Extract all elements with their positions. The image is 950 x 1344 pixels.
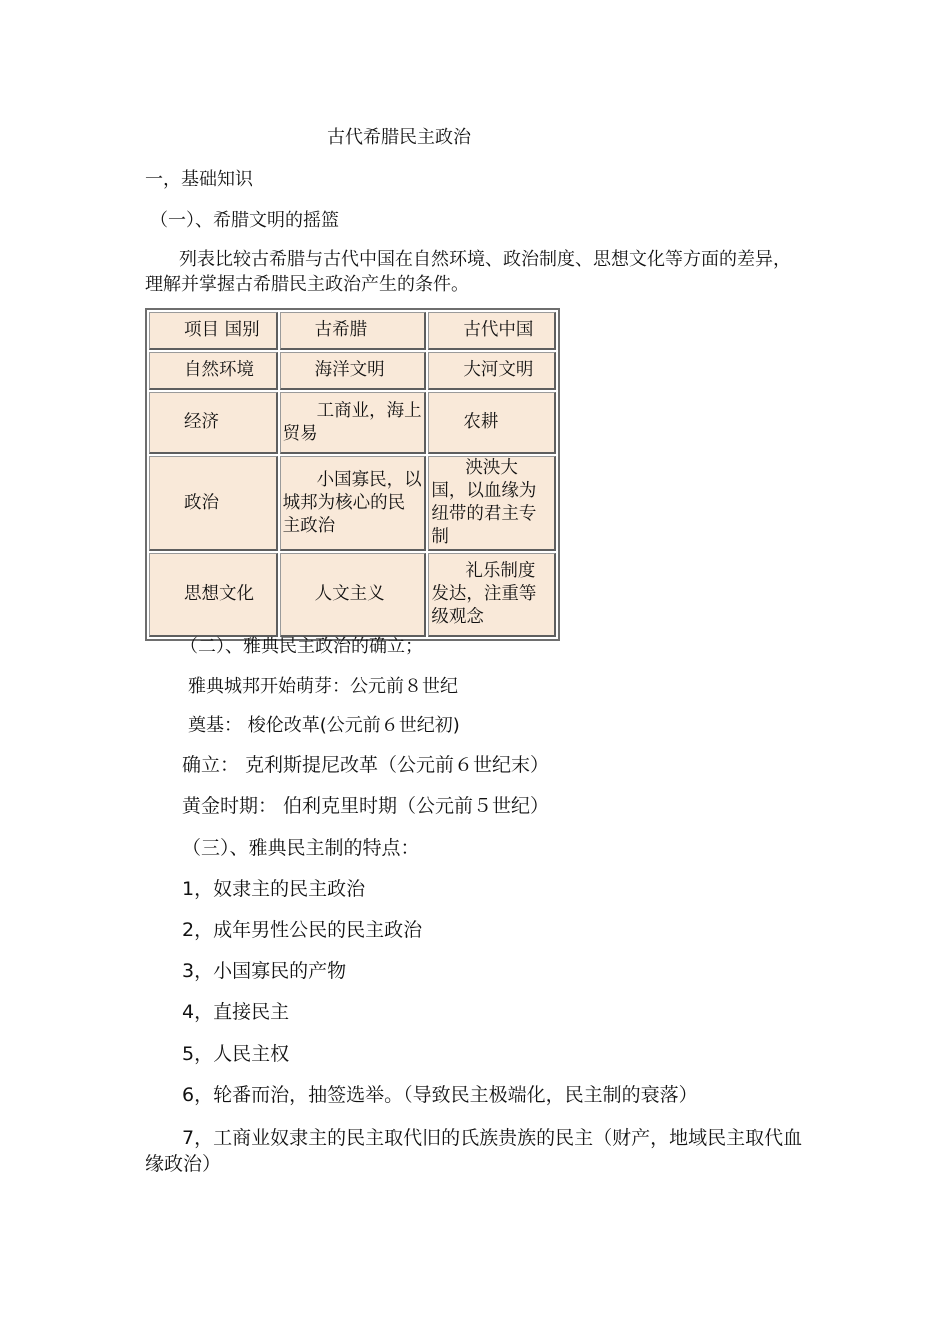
feature-item: 6，轮番而治，抽签选举。（导致民主极端化，民主制的衰落） [182, 1084, 698, 1106]
table-cell: 人文主义 [280, 553, 427, 637]
section-heading-basics: 一，基础知识 [145, 169, 253, 190]
table-row [149, 553, 556, 637]
table-cell: 自然环境 [149, 352, 278, 390]
table-cell: 思想文化 [149, 553, 278, 637]
timeline-item: 确立： 克利斯提尼改革（公元前６世纪末） [182, 754, 550, 776]
table-cell: 农耕 [428, 392, 556, 454]
feature-item: 5，人民主权 [182, 1043, 290, 1065]
table-header-cell: 古代中国 [428, 312, 556, 350]
feature-item: 1，奴隶主的民主政治 [182, 878, 366, 900]
table-row [149, 392, 556, 454]
table-header-cell: 古希腊 [280, 312, 427, 350]
feature-item: 7，工商业奴隶主的民主取代旧的氏族贵族的民主（财产，地域民主取代血缘政治） [145, 1127, 803, 1175]
table-cell: 小国寡民，以城邦为核心的民主政治 [280, 456, 427, 551]
subsection-heading-establishment: （二）、雅典民主政治的确立； [180, 636, 423, 657]
table-header-cell: 项目 国别 [149, 312, 278, 350]
subsection-heading-cradle: （一）、希腊文明的摇篮 [150, 210, 339, 231]
timeline-item: 雅典城邦开始萌芽：公元前８世纪 [188, 676, 458, 697]
feature-item: 3，小国寡民的产物 [182, 960, 347, 982]
table-row [149, 352, 556, 390]
table-cell: 海洋文明 [280, 352, 427, 390]
comparison-table [145, 308, 560, 641]
table-cell: 礼乐制度发达，注重等级观念 [428, 553, 556, 637]
timeline-item: 黄金时期： 伯利克里时期（公元前５世纪） [182, 795, 550, 817]
page-title: 古代希腊民主政治 [327, 127, 471, 148]
table-row [149, 456, 556, 551]
table-cell: 工商业，海上贸易 [280, 392, 427, 454]
feature-item: 2，成年男性公民的民主政治 [182, 919, 423, 941]
table-cell: 泱泱大国，以血缘为纽带的君主专制 [428, 456, 556, 551]
intro-paragraph: 列表比较古希腊与古代中国在自然环境、政治制度、思想文化等方面的差异，理解并掌握古希腊民主政治产生的条件。 [145, 249, 791, 295]
table-cell: 经济 [149, 392, 278, 454]
subsection-heading-features: （三）、雅典民主制的特点： [182, 837, 420, 859]
timeline-item: 奠基： 梭伦改革(公元前６世纪初) [188, 715, 460, 736]
table-cell: 大河文明 [428, 352, 556, 390]
table-header-row [149, 312, 556, 350]
table-cell: 政治 [149, 456, 278, 551]
feature-item: 4，直接民主 [182, 1001, 290, 1023]
